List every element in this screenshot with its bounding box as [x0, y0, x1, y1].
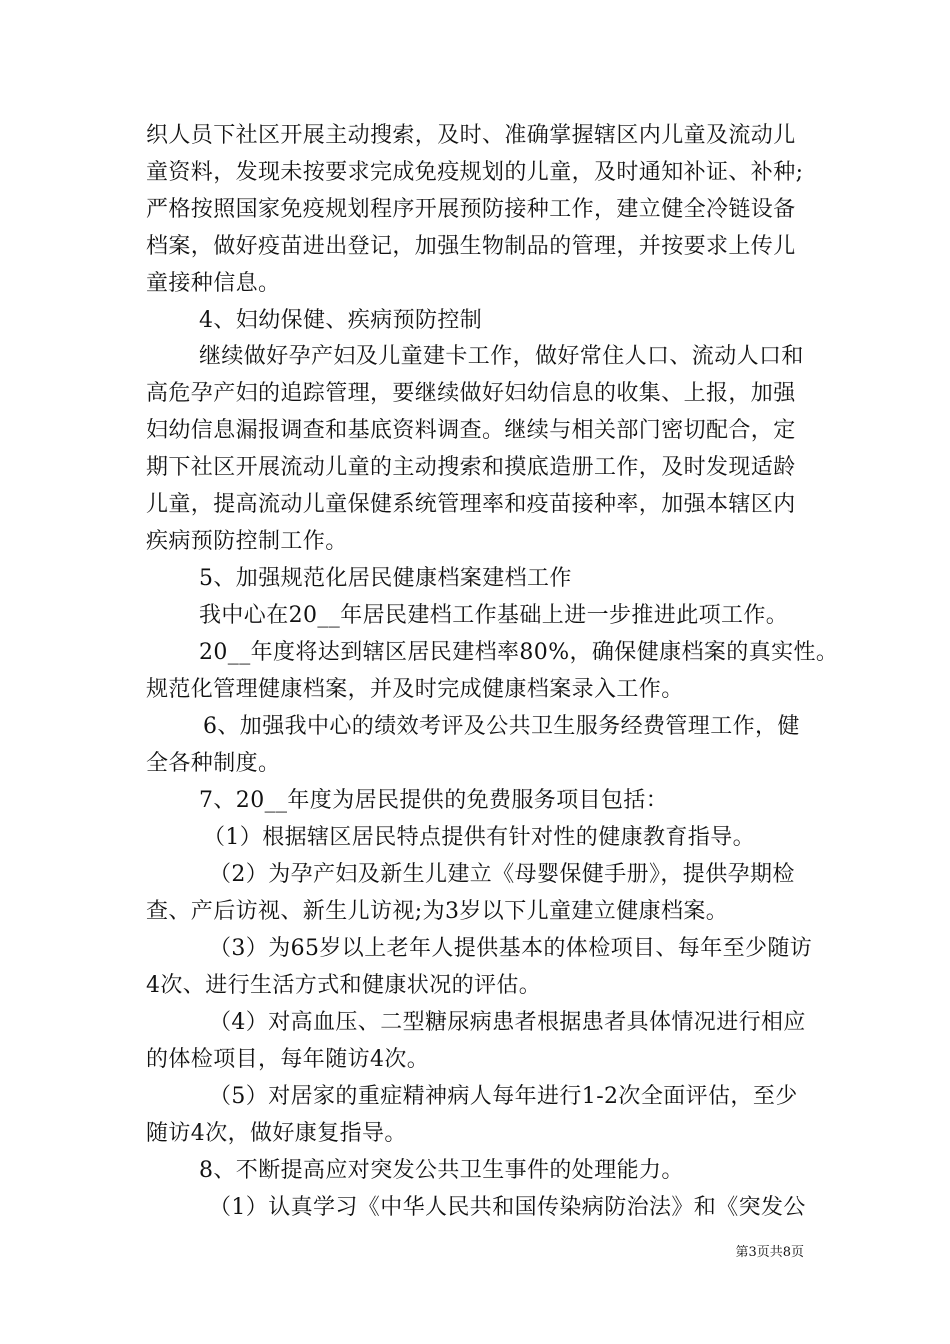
text-line: 期下社区开展流动儿童的主动搜索和摸底造册工作，及时发现适龄 [146, 455, 796, 480]
section-heading: 7、20__年度为居民提供的免费服务项目包括： [199, 788, 669, 813]
list-item: （1）认真学习《中华人民共和国传染病防治法》和《突发公 [209, 1195, 806, 1220]
text-line: 儿童，提高流动儿童保健系统管理率和疫苗接种率，加强本辖区内 [146, 492, 796, 517]
text-line: 严格按照国家免疫规划程序开展预防接种工作，建立健全冷链设备 [146, 197, 796, 222]
list-item: （4）对高血压、二型糖尿病患者根据患者具体情况进行相应 [209, 1010, 806, 1035]
list-item: （1）根据辖区居民特点提供有针对性的健康教育指导。 [203, 825, 755, 850]
text-line: 我中心在20__年居民建档工作基础上进一步推进此项工作。 [199, 603, 789, 628]
section-heading: 4、妇幼保健、疾病预防控制 [199, 308, 483, 333]
text-line: 疾病预防控制工作。 [146, 529, 348, 554]
list-item: （3）为65岁以上老年人提供基本的体检项目、每年至少随访 [209, 936, 813, 961]
list-item: （2）为孕产妇及新生儿建立《母婴保健手册》，提供孕期检 [209, 862, 795, 887]
section-heading: 8、不断提高应对突发公共卫生事件的处理能力。 [199, 1158, 684, 1183]
text-line: 童资料，发现未按要求完成免疫规划的儿童，及时通知补证、补种; [146, 160, 804, 185]
page-number: 第3页共8页 [735, 1245, 804, 1260]
text-line: 全各种制度。 [146, 751, 281, 776]
text-line: 随访4次，做好康复指导。 [146, 1121, 407, 1146]
text-line: 妇幼信息漏报调查和基底资料调查。继续与相关部门密切配合，定 [146, 418, 796, 443]
section-heading: 5、加强规范化居民健康档案建档工作 [199, 566, 572, 591]
text-line: 童接种信息。 [146, 271, 281, 296]
text-line: 档案，做好疫苗进出登记，加强生物制品的管理，并按要求上传儿 [146, 234, 796, 259]
text-line: 20__年度将达到辖区居民建档率80%，确保健康档案的真实性。 [199, 640, 839, 665]
text-line: 的体检项目，每年随访4次。 [146, 1047, 430, 1072]
text-line: 织人员下社区开展主动搜索，及时、准确掌握辖区内儿童及流动儿 [146, 123, 796, 148]
text-line: 高危孕产妇的追踪管理，要继续做好妇幼信息的收集、上报，加强 [146, 381, 796, 406]
text-line: 4次、进行生活方式和健康状况的评估。 [146, 973, 542, 998]
text-line: 继续做好孕产妇及儿童建卡工作，做好常住人口、流动人口和 [199, 344, 804, 369]
list-item: （5）对居家的重症精神病人每年进行1-2次全面评估，至少 [209, 1084, 798, 1109]
section-heading: 6、加强我中心的绩效考评及公共卫生服务经费管理工作，健 [203, 714, 800, 739]
text-line: 规范化管理健康档案，并及时完成健康档案录入工作。 [146, 677, 684, 702]
text-line: 查、产后访视、新生儿访视;为3岁以下儿童建立健康档案。 [146, 899, 729, 924]
